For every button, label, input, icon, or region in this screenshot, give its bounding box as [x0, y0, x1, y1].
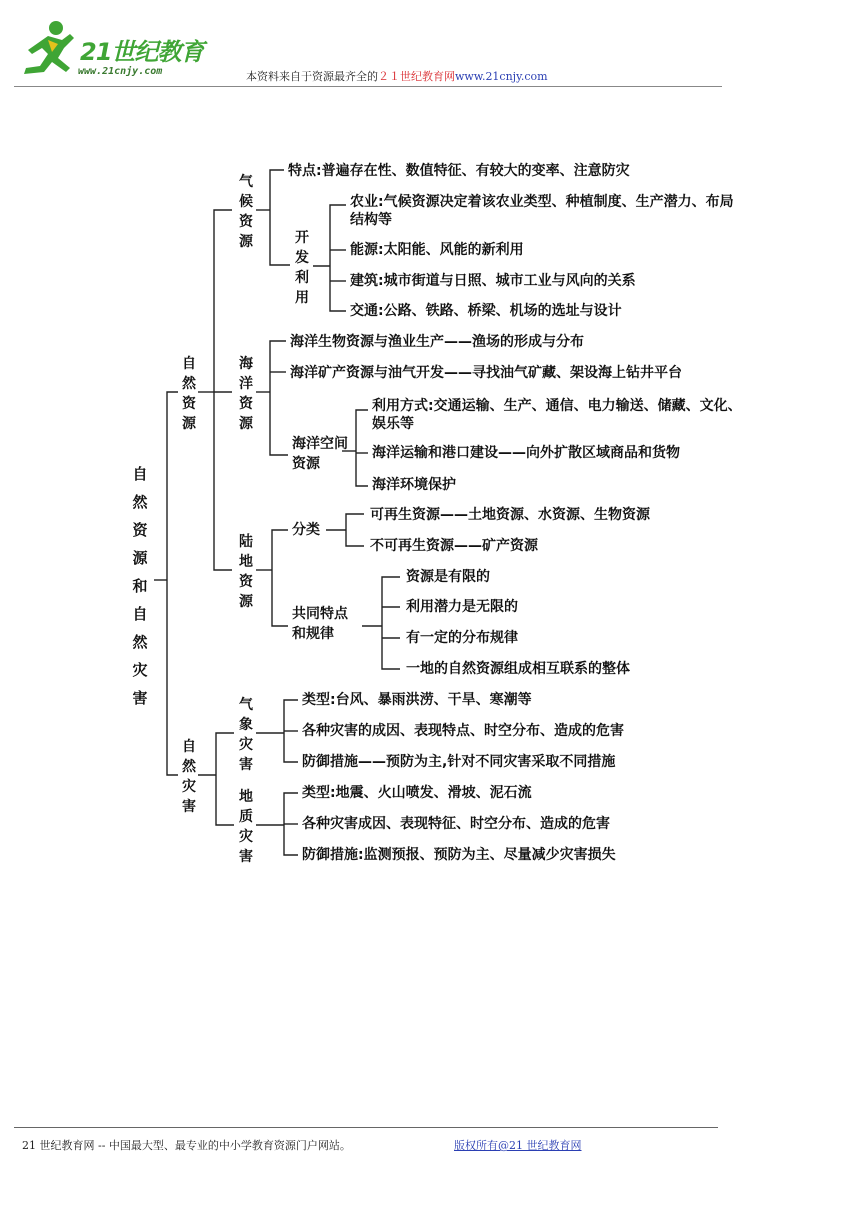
node-ocean-space: 海洋空间资源 [292, 436, 348, 472]
logo-url: www.21cnjy.com [78, 66, 163, 77]
geo-item: 类型:地震、火山喷发、滑坡、泥石流 [302, 785, 532, 801]
common-item: 一地的自然资源组成相互联系的整体 [406, 661, 630, 677]
common-item: 利用潜力是无限的 [406, 599, 518, 615]
meteo-item: 防御措施——预防为主,针对不同灾害采取不同措施 [302, 754, 616, 770]
footer-text: 21 世纪教育网 -- 中国最大型、最专业的中小学教育资源门户网站。 [22, 1139, 351, 1152]
node-natural-disasters: 自然灾害 [182, 739, 196, 815]
root-node: 自然资源和自然灾害 [132, 465, 148, 707]
common-item: 有一定的分布规律 [406, 630, 518, 646]
node-geological-disasters: 地质灾害 [239, 789, 253, 865]
footer-copyright-link[interactable]: 版权所有@21 世纪教育网 [454, 1139, 582, 1152]
node-common-features: 共同特点和规律 [292, 606, 348, 642]
class-item: 不可再生资源——矿产资源 [370, 538, 538, 554]
climate-feature: 特点:普遍存在性、数值特征、有较大的变率、注意防灾 [288, 163, 630, 179]
node-ocean-resources: 海洋资源 [239, 356, 253, 432]
header-note-site[interactable]: ２１世纪教育网 [378, 70, 455, 83]
footer-divider [14, 1127, 718, 1128]
dev-item: 建筑:城市街道与日照、城市工业与风向的关系 [350, 273, 636, 289]
dev-item: 能源:太阳能、风能的新利用 [350, 242, 524, 258]
node-classification: 分类 [292, 522, 320, 538]
node-land-resources: 陆地资源 [239, 534, 253, 610]
logo-text: 21世纪教育 [80, 38, 204, 66]
ocean-space-item: 利用方式:交通运输、生产、通信、电力输送、储藏、文化、娱乐等 [372, 398, 742, 432]
geo-item: 各种灾害成因、表现特征、时空分布、造成的危害 [302, 816, 610, 832]
geo-item: 防御措施:监测预报、预防为主、尽量减少灾害损失 [302, 847, 616, 863]
dev-item: 交通:公路、铁路、桥梁、机场的选址与设计 [350, 303, 622, 319]
meteo-item: 各种灾害的成因、表现特点、时空分布、造成的危害 [302, 723, 624, 739]
node-development-use: 开发利用 [295, 230, 309, 306]
common-item: 资源是有限的 [406, 569, 490, 585]
ocean-item: 海洋矿产资源与油气开发——寻找油气矿藏、架设海上钻井平台 [290, 365, 682, 381]
class-item: 可再生资源——土地资源、水资源、生物资源 [370, 507, 650, 523]
ocean-space-item: 海洋环境保护 [372, 477, 456, 493]
meteo-item: 类型:台风、暴雨洪涝、干旱、寒潮等 [302, 692, 532, 708]
ocean-item: 海洋生物资源与渔业生产——渔场的形成与分布 [290, 334, 584, 350]
header-note-prefix: 本资料来自于资源最齐全的 [246, 70, 378, 83]
header-note-url[interactable]: www.21cnjy.com [455, 70, 548, 83]
dev-item: 农业:气候资源决定着该农业类型、种植制度、生产潜力、布局结构等 [350, 194, 734, 228]
ocean-space-item: 海洋运输和港口建设——向外扩散区域商品和货物 [372, 445, 680, 461]
node-natural-resources: 自然资源 [182, 356, 196, 432]
node-meteorological-disasters: 气象灾害 [239, 697, 253, 773]
node-climate-resources: 气候资源 [239, 174, 253, 250]
